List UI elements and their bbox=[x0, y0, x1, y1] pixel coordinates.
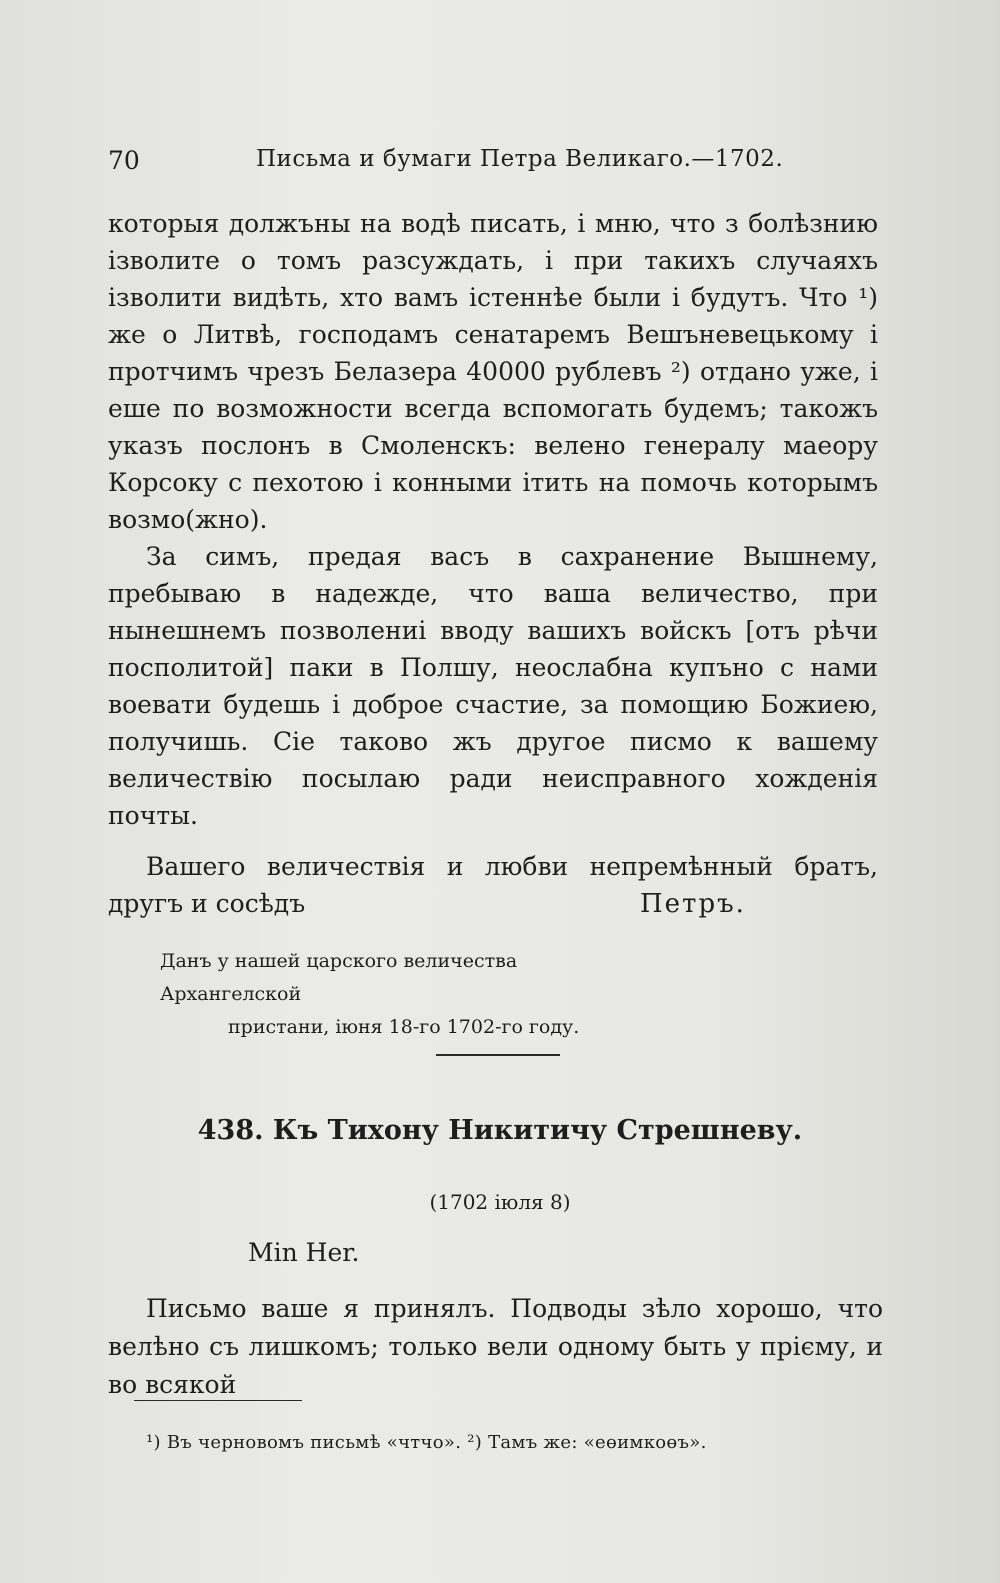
signature: Петръ. bbox=[640, 889, 746, 919]
letter-date: (1702 іюля 8) bbox=[429, 1190, 571, 1214]
closing-formula: Вашего величествія и любви непремѣнный братъ, другъ и сосѣдъ bbox=[108, 852, 878, 918]
salutation: Min Her. bbox=[248, 1238, 360, 1267]
dating-line-1: Данъ у нашей царского величества Архангелской bbox=[160, 950, 518, 1005]
letter-body bbox=[108, 205, 878, 922]
page-header bbox=[108, 146, 878, 186]
section-divider bbox=[436, 1054, 560, 1056]
page-number: 70 bbox=[108, 146, 140, 175]
running-title: Письма и бумаги Петра Великаго.—1702. bbox=[256, 146, 784, 172]
letter-heading: 438. Къ Тихону Никитичу Стрешневу. bbox=[197, 1115, 803, 1146]
footnotes: ¹) Въ черновомъ письмѣ «чтчо». ²) Тамъ же: «еөимкоөъ». bbox=[146, 1432, 707, 1453]
dating-note bbox=[160, 945, 640, 1044]
letter-text: Письмо ваше я принялъ. Подводы зѣло хорошо, что велѣно съ лишкомъ; только вели одному быть у прієму, и во всякой bbox=[108, 1294, 883, 1399]
footnote-rule bbox=[134, 1400, 302, 1401]
dating-line-2: пристани, іюня 18-го 1702-го году. bbox=[228, 1016, 580, 1038]
paragraph-1: которыя должъны на водѣ писать, і мню, что з болѣзнию ізволите о томъ разсуждать, і при такихъ случаяхъ ізволити видѣть, хто вамъ істеннѣе были і будутъ. Что ¹) же о Литвѣ, господамъ сенатаремъ Вешъневецькому і протчимъ чрезъ Белазера 40000 рублевъ ²) отдано уже, і еше по возможности всегда вспомогать будемъ; такожъ указъ послонъ в Смоленскъ: велено генералу маеору Корсоку с пехотою і конными ітить на помочь которымъ возмо(жно). bbox=[108, 209, 878, 534]
paragraph-2: За симъ, предая васъ в сахранение Вышнему, пребываю в надежде, что ваша величество, при нынешнемъ позволениі вводу вашихъ войскъ [отъ рѣчи посполитой] паки в Полшу, неослабна купъно с нами воевати будешь і доброе счастие, за помощию Божиею, получишь. Сіе таково жъ другое писмо к вашему величествію посылаю ради неисправного хожденія почты. bbox=[108, 542, 878, 830]
